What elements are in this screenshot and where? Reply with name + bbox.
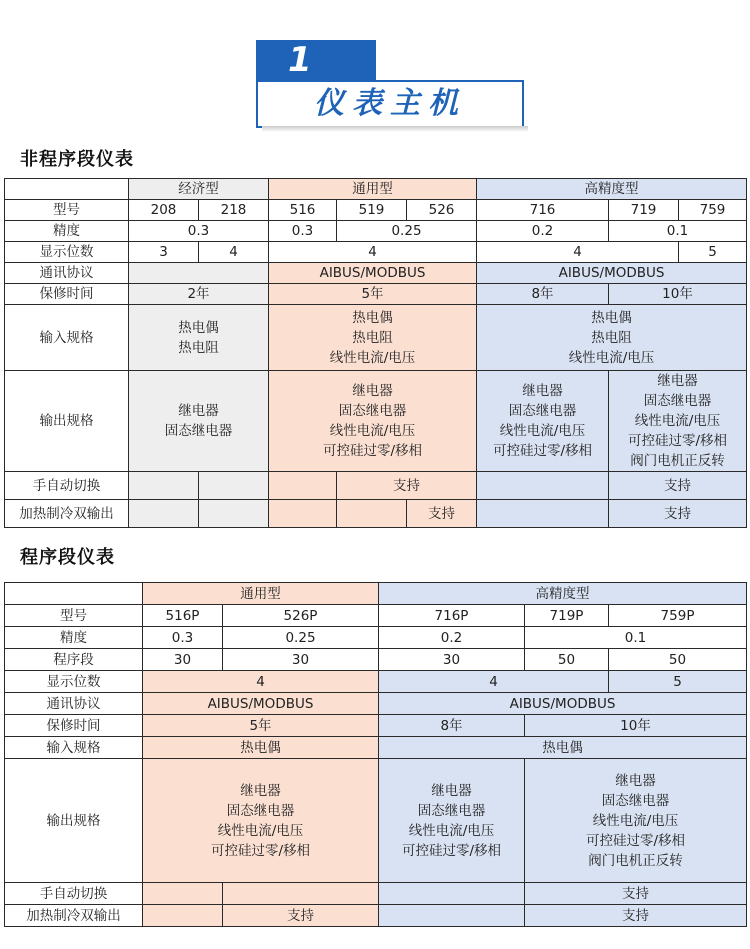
table-row [5, 371, 747, 472]
model-cell: 719 [609, 200, 679, 221]
table-cell-empty [477, 472, 609, 500]
row-label: 通讯协议 [5, 693, 143, 715]
table-cell-empty [269, 472, 337, 500]
table-cell: 支持 [609, 472, 747, 500]
table-row [5, 715, 747, 737]
table-cell: 0.1 [525, 627, 747, 649]
table-cell-empty [199, 472, 269, 500]
table-cell: 支持 [525, 905, 747, 927]
row-label: 显示位数 [5, 671, 143, 693]
cell-line: 线性电流/电压 [499, 423, 586, 439]
row-label: 保修时间 [5, 715, 143, 737]
table-cell-empty [337, 500, 407, 528]
table-row [5, 883, 747, 905]
group-precision: 高精度型 [477, 179, 747, 200]
cell-line: 热电偶 [591, 309, 632, 326]
banner-number: 1 [256, 40, 376, 80]
cell-line: 线性电流/电压 [568, 349, 655, 366]
section1-table [4, 178, 747, 528]
section2-title: 程序段仪表 [20, 547, 115, 568]
table-cell: 热电偶 [143, 737, 379, 759]
table-cell-empty [129, 472, 199, 500]
row-label: 输出规格 [5, 371, 129, 472]
row-label: 输出规格 [5, 759, 143, 883]
table-row [5, 221, 747, 242]
cell-line: 线性电流/电压 [592, 812, 679, 829]
header-corner [5, 583, 143, 605]
table-cell-multiline [477, 371, 609, 472]
table-cell: 0.3 [269, 221, 337, 242]
table-cell: 4 [477, 242, 679, 263]
banner-shadow [262, 126, 528, 132]
table-cell-empty [143, 883, 223, 905]
row-label: 输入规格 [5, 737, 143, 759]
model-cell: 218 [199, 200, 269, 221]
table-cell: 支持 [337, 472, 477, 500]
table-cell: 8年 [379, 715, 525, 737]
cell-line: 固态继电器 [164, 423, 233, 439]
table-cell-multiline [609, 371, 747, 472]
table-cell: 5 [679, 242, 747, 263]
table-cell: 4 [379, 671, 609, 693]
table-row [5, 671, 747, 693]
table-cell: 0.2 [477, 221, 609, 242]
table-cell: AIBUS/MODBUS [143, 693, 379, 715]
table-row [5, 737, 747, 759]
table-cell-multiline [269, 371, 477, 472]
model-cell: 759 [679, 200, 747, 221]
table-row [5, 693, 747, 715]
cell-line: 线性电流/电压 [329, 349, 416, 366]
table-cell-empty [223, 883, 379, 905]
banner-title: 仪表主机 [256, 80, 524, 128]
table-cell: 8年 [477, 284, 609, 305]
table-cell: 10年 [525, 715, 747, 737]
table-cell: 支持 [407, 500, 477, 528]
cell-line: 热电偶 [352, 309, 393, 326]
table-row [5, 242, 747, 263]
table-row [5, 500, 747, 528]
row-label: 通讯协议 [5, 263, 129, 284]
row-label: 手自动切换 [5, 883, 143, 905]
table-cell-multiline [143, 759, 379, 883]
cell-line: 热电偶 [178, 319, 219, 336]
header-corner [5, 179, 129, 200]
cell-line: 线性电流/电压 [329, 423, 416, 439]
cell-line: 热电阻 [591, 329, 632, 346]
model-cell: 208 [129, 200, 199, 221]
cell-line: 固态继电器 [601, 792, 670, 809]
table-row [5, 472, 747, 500]
cell-line: 可控硅过零/移相 [322, 443, 423, 459]
table-row [5, 583, 747, 605]
cell-line: 继电器 [178, 403, 219, 419]
table-cell: 4 [199, 242, 269, 263]
table-row [5, 263, 747, 284]
table-cell-multiline [379, 759, 525, 883]
table-cell-multiline [269, 305, 477, 371]
table-cell: 0.3 [129, 221, 269, 242]
cell-line: 可控硅过零/移相 [492, 443, 593, 459]
table-row [5, 200, 747, 221]
cell-line: 固态继电器 [508, 403, 577, 419]
table-cell: 热电偶 [379, 737, 747, 759]
model-cell: 519 [337, 200, 407, 221]
cell-line: 可控硅过零/移相 [401, 842, 502, 859]
cell-line: 阀门电机正反转 [630, 453, 725, 469]
section2-table [4, 582, 747, 927]
table-cell: 5 [609, 671, 747, 693]
row-label: 程序段 [5, 649, 143, 671]
row-label: 精度 [5, 221, 129, 242]
cell-line: 固态继电器 [338, 403, 407, 419]
cell-line: 线性电流/电压 [217, 822, 304, 839]
row-label: 手自动切换 [5, 472, 129, 500]
table-cell: 0.3 [143, 627, 223, 649]
table-cell: 4 [143, 671, 379, 693]
table-row [5, 905, 747, 927]
table-cell: 30 [143, 649, 223, 671]
table-cell: AIBUS/MODBUS [269, 263, 477, 284]
table-cell-multiline [477, 305, 747, 371]
cell-line: 可控硅过零/移相 [585, 832, 686, 849]
table-cell: 5年 [143, 715, 379, 737]
cell-line: 继电器 [522, 383, 563, 399]
cell-line: 继电器 [240, 782, 281, 799]
table-cell: 50 [609, 649, 747, 671]
cell-line: 固态继电器 [417, 802, 486, 819]
cell-line: 线性电流/电压 [408, 822, 495, 839]
row-label: 保修时间 [5, 284, 129, 305]
group-precision: 高精度型 [379, 583, 747, 605]
table-row [5, 179, 747, 200]
section1-title: 非程序段仪表 [20, 149, 134, 170]
table-row [5, 605, 747, 627]
cell-line: 热电阻 [352, 329, 393, 346]
row-label: 型号 [5, 605, 143, 627]
table-cell: 30 [379, 649, 525, 671]
table-cell-empty [269, 500, 337, 528]
table-cell: 0.1 [609, 221, 747, 242]
table-cell-empty [129, 263, 269, 284]
cell-line: 可控硅过零/移相 [210, 842, 311, 859]
table-cell: 30 [223, 649, 379, 671]
model-cell: 526 [407, 200, 477, 221]
row-label: 加热制冷双输出 [5, 500, 129, 528]
table-cell: AIBUS/MODBUS [379, 693, 747, 715]
cell-line: 热电阻 [178, 339, 219, 356]
table-cell: 支持 [525, 883, 747, 905]
model-cell: 516P [143, 605, 223, 627]
table-row [5, 305, 747, 371]
table-cell: 0.25 [337, 221, 477, 242]
cell-line: 固态继电器 [226, 802, 295, 819]
row-label: 型号 [5, 200, 129, 221]
model-cell: 719P [525, 605, 609, 627]
table-cell: 5年 [269, 284, 477, 305]
model-cell: 716 [477, 200, 609, 221]
table-cell: 2年 [129, 284, 269, 305]
row-label: 精度 [5, 627, 143, 649]
cell-line: 继电器 [352, 383, 393, 399]
group-general: 通用型 [143, 583, 379, 605]
table-cell: AIBUS/MODBUS [477, 263, 747, 284]
row-label: 输入规格 [5, 305, 129, 371]
table-cell: 0.25 [223, 627, 379, 649]
table-cell-empty [379, 883, 525, 905]
cell-line: 继电器 [615, 772, 656, 789]
table-row [5, 284, 747, 305]
table-row [5, 627, 747, 649]
table-cell: 0.2 [379, 627, 525, 649]
table-cell-multiline [525, 759, 747, 883]
table-cell-empty [129, 500, 199, 528]
table-cell: 4 [269, 242, 477, 263]
row-label: 加热制冷双输出 [5, 905, 143, 927]
table-cell: 支持 [609, 500, 747, 528]
group-general: 通用型 [269, 179, 477, 200]
table-row [5, 649, 747, 671]
model-cell: 516 [269, 200, 337, 221]
table-cell-empty [379, 905, 525, 927]
cell-line: 继电器 [657, 373, 698, 389]
banner [0, 0, 750, 140]
table-cell: 3 [129, 242, 199, 263]
table-cell-multiline [129, 371, 269, 472]
cell-line: 线性电流/电压 [634, 413, 721, 429]
table-cell: 10年 [609, 284, 747, 305]
cell-line: 可控硅过零/移相 [627, 433, 728, 449]
model-cell: 526P [223, 605, 379, 627]
cell-line: 继电器 [431, 782, 472, 799]
table-cell-empty [143, 905, 223, 927]
table-cell-empty [477, 500, 609, 528]
model-cell: 716P [379, 605, 525, 627]
cell-line: 阀门电机正反转 [588, 852, 683, 869]
table-cell-multiline [129, 305, 269, 371]
table-cell: 50 [525, 649, 609, 671]
row-label: 显示位数 [5, 242, 129, 263]
group-economy: 经济型 [129, 179, 269, 200]
table-cell: 支持 [223, 905, 379, 927]
table-cell-empty [199, 500, 269, 528]
model-cell: 759P [609, 605, 747, 627]
table-row [5, 759, 747, 883]
cell-line: 固态继电器 [643, 393, 712, 409]
